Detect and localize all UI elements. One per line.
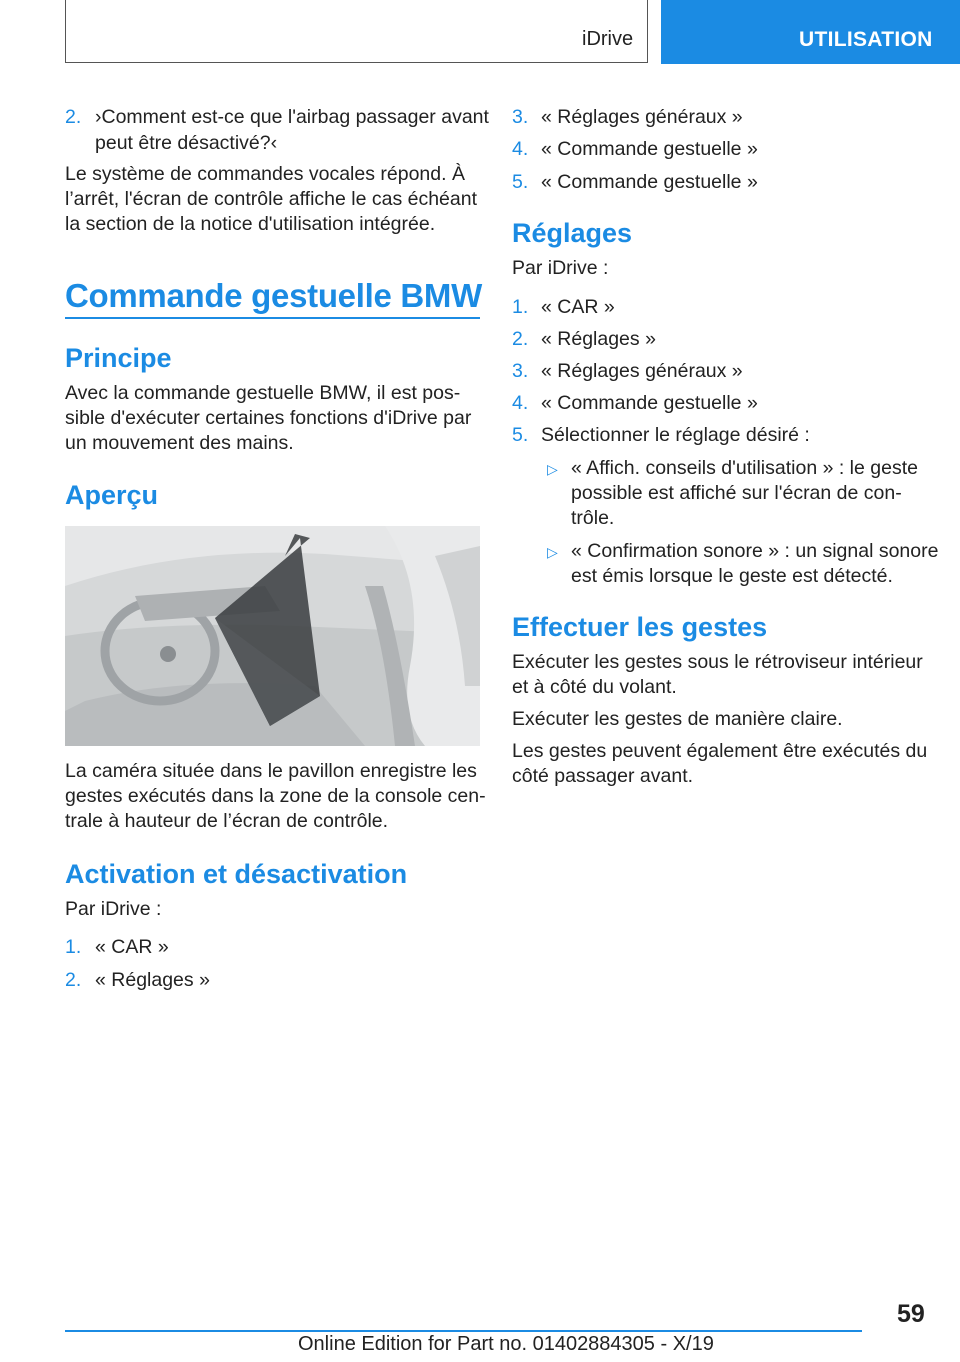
list-item: « Réglages généraux »: [541, 106, 743, 128]
list-item: « CAR »: [541, 296, 615, 318]
list-item: « Réglages »: [541, 328, 656, 350]
list-number: 2.: [65, 969, 82, 991]
list-number: 5.: [512, 424, 529, 446]
list-item: « Réglages généraux »: [541, 360, 743, 382]
section-heading-principe: Principe: [65, 343, 172, 373]
figure-caption-line: trale à hauteur de l’écran de contrôle.: [65, 810, 389, 832]
heading-rule: [65, 317, 480, 319]
bullet-line: trôle.: [571, 507, 615, 529]
section-heading-apercu: Aperçu: [65, 480, 159, 510]
list-item: « Commande gestuelle »: [541, 138, 758, 160]
list-item: « CAR »: [95, 936, 169, 958]
bullet-line: est émis lorsque le geste est détecté.: [571, 565, 893, 587]
paragraph-line: et à côté du volant.: [512, 676, 677, 698]
page-number: 59: [897, 1300, 925, 1328]
list-number: 4.: [512, 138, 529, 160]
paragraph-line: Le système de commandes vocales répond. À: [65, 163, 465, 185]
footer-edition-text: Online Edition for Part no. 01402884305 - X/19: [298, 1333, 714, 1355]
section-heading-effectuer: Effectuer les gestes: [512, 612, 768, 642]
header-chapter-label: UTILISATION: [799, 28, 933, 51]
paragraph-line: Exécuter les gestes de manière claire.: [512, 708, 843, 730]
voice-command-line1: ›Comment est-ce que l'airbag passager avant: [95, 106, 489, 128]
list-number: 4.: [512, 392, 529, 414]
header-chapter-tab: [661, 0, 960, 64]
bullet-line: « Affich. conseils d'utilisation » : le geste: [571, 457, 918, 479]
list-number: 1.: [512, 296, 529, 318]
paragraph-line: côté passager avant.: [512, 765, 694, 787]
list-item: Sélectionner le réglage désiré :: [541, 424, 810, 446]
list-number: 2.: [512, 328, 529, 350]
par-idrive-label: Par iDrive :: [512, 257, 609, 279]
header-frame: [65, 0, 648, 63]
list-item: « Commande gestuelle »: [541, 171, 758, 193]
gesture-camera-figure: [65, 526, 480, 746]
par-idrive-label: Par iDrive :: [65, 898, 162, 920]
footer-rule: [65, 1330, 862, 1332]
figure-caption-line: La caméra située dans le pavillon enregistre les: [65, 760, 477, 782]
bullet-line: « Confirmation sonore » : un signal sonore: [571, 540, 939, 562]
list-number: 3.: [512, 106, 529, 128]
list-number: 1.: [65, 936, 82, 958]
chapter-heading: Commande gestuelle BMW: [65, 277, 482, 314]
list-number: 2.: [65, 106, 82, 128]
paragraph-line: Avec la commande gestuelle BMW, il est pos-: [65, 382, 461, 404]
list-item: « Commande gestuelle »: [541, 392, 758, 414]
list-number: 5.: [512, 171, 529, 193]
voice-command-line2: peut être désactivé?‹: [95, 132, 278, 154]
figure-caption-line: gestes exécutés dans la zone de la console cen-: [65, 785, 486, 807]
paragraph-line: l’arrêt, l'écran de contrôle affiche le cas échéant: [65, 188, 478, 210]
header-section-title: iDrive: [582, 28, 634, 50]
paragraph-line: la section de la notice d'utilisation intégrée.: [65, 213, 436, 235]
paragraph-line: sible d'exécuter certaines fonctions d'iDrive par: [65, 407, 472, 429]
bullet-triangle-icon: ▷: [547, 461, 558, 477]
car-interior-illustration: [65, 526, 480, 746]
list-item: « Réglages »: [95, 969, 210, 991]
section-heading-reglages: Réglages: [512, 218, 633, 248]
bullet-triangle-icon: ▷: [547, 544, 558, 560]
paragraph-line: Exécuter les gestes sous le rétroviseur intérieur: [512, 651, 923, 673]
bullet-line: possible est affiché sur l'écran de con-: [571, 482, 902, 504]
list-number: 3.: [512, 360, 529, 382]
section-heading-activation: Activation et désactivation: [65, 859, 408, 889]
paragraph-line: un mouvement des mains.: [65, 432, 294, 454]
paragraph-line: Les gestes peuvent également être exécutés du: [512, 740, 928, 762]
